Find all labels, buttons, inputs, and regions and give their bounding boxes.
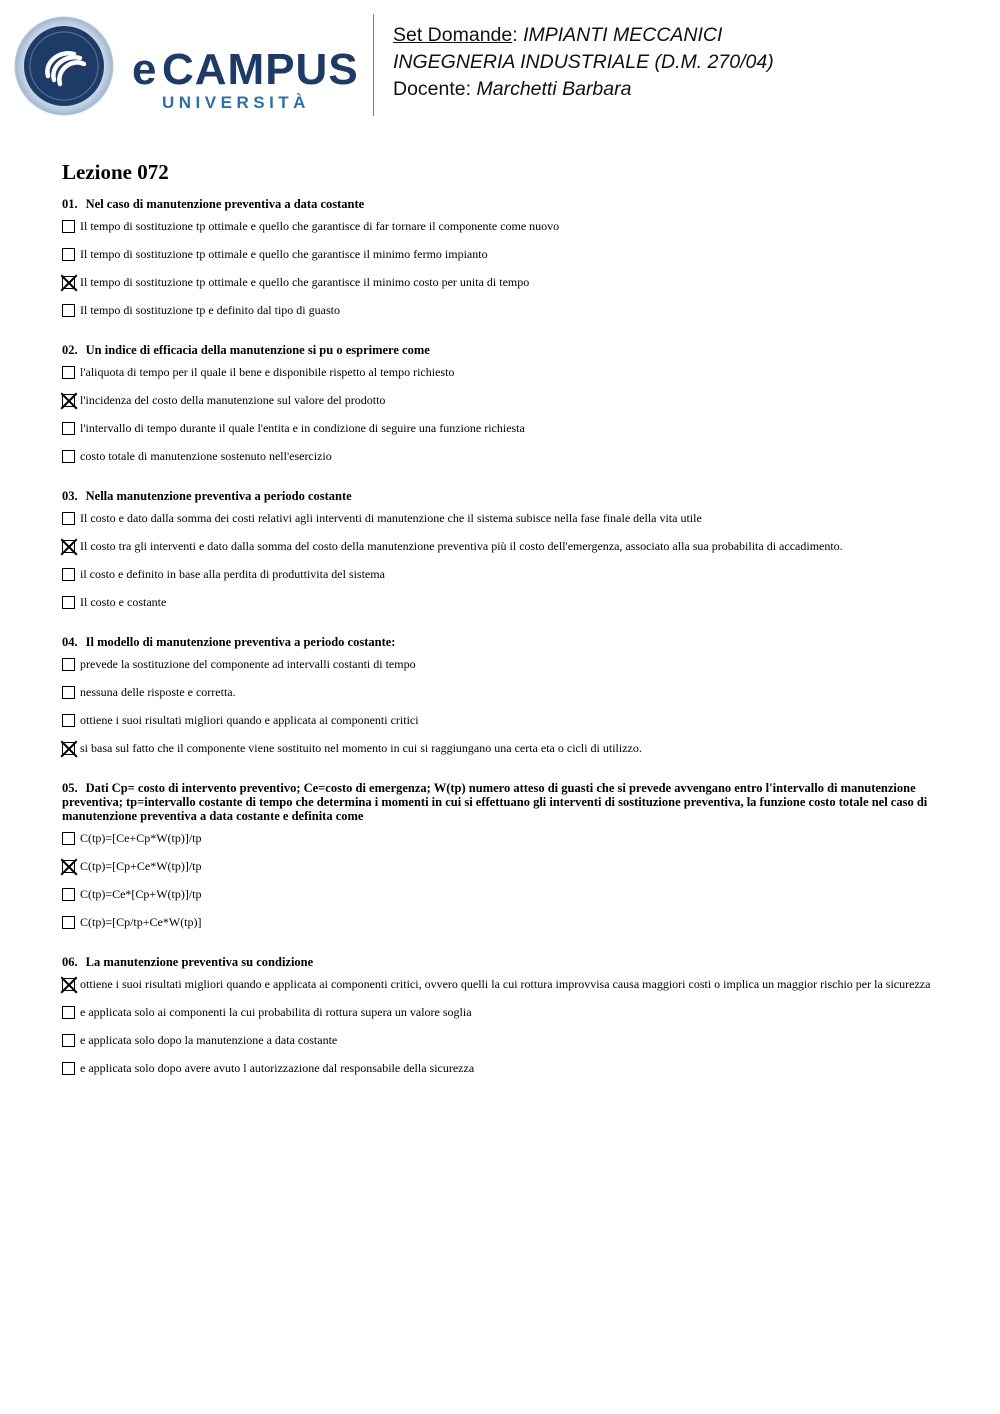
answer-option [62,915,942,935]
answer-option [62,741,942,761]
checkbox-icon[interactable] [62,220,75,233]
question-label: Nel caso di manutenzione preventiva a data costante [85,197,365,211]
answer-text: C(tp)=[Ce+Cp*W(tp)]/tp [80,831,202,845]
question-label: Il modello di manutenzione preventiva a periodo costante: [85,635,396,649]
course-info [393,22,774,103]
question-label: Un indice di efficacia della manutenzione si pu o esprimere come [85,343,430,357]
question-block [62,955,942,1081]
checkbox-icon[interactable] [62,1006,75,1019]
lesson-title: Lezione 072 [62,160,169,184]
checkbox-icon[interactable] [62,450,75,463]
answer-text: C(tp)=[Cp/tp+Ce*W(tp)] [80,915,202,929]
answer-text: e applicata solo dopo la manutenzione a data costante [80,1033,338,1047]
ecampus-logo [14,16,359,116]
answer-text: ottiene i suoi risultati migliori quando e applicata ai componenti critici [80,713,419,727]
question-block [62,343,942,469]
answer-text: C(tp)=[Cp+Ce*W(tp)]/tp [80,859,202,873]
answer-text: nessuna delle risposte e corretta. [80,685,236,699]
checkbox-icon[interactable] [62,568,75,581]
svg-text:e: e [132,45,158,94]
answer-text: Il tempo di sostituzione tp e definito dal tipo di guasto [80,303,340,317]
question-text [62,343,942,357]
checked-box-icon[interactable] [62,394,75,407]
checkbox-icon[interactable] [62,714,75,727]
answer-text: il costo e definito in base alla perdita di produttivita del sistema [80,567,385,581]
question-label: La manutenzione preventiva su condizione [85,955,314,969]
answer-option [62,1061,942,1081]
answer-option [62,449,942,469]
answer-option [62,887,942,907]
answer-text: C(tp)=Ce*[Cp+W(tp)]/tp [80,887,202,901]
checkbox-icon[interactable] [62,596,75,609]
answer-option [62,567,942,587]
checkbox-icon[interactable] [62,248,75,261]
answer-text: costo totale di manutenzione sostenuto nell'esercizio [80,449,332,463]
question-text [62,781,942,823]
answer-text: l'intervallo di tempo durante il quale l'entita e in condizione di seguire una funzione richiesta [80,421,525,435]
answer-option [62,685,942,705]
checkbox-icon[interactable] [62,366,75,379]
degree-name: INGEGNERIA INDUSTRIALE (D.M. 270/04) [393,51,774,73]
answer-option [62,859,942,879]
answer-option [62,657,942,677]
answer-text: l'aliquota di tempo per il quale il bene e disponibile rispetto al tempo richiesto [80,365,455,379]
answer-text: Il costo e dato dalla somma dei costi relativi agli interventi di manutenzione che il sistema subisce nella fase finale della vita utile [80,511,702,525]
answer-option [62,275,942,295]
checkbox-icon[interactable] [62,658,75,671]
answer-text: e applicata solo dopo avere avuto l autorizzazione dal responsabile della sicurezza [80,1061,475,1075]
answer-text: Il costo e costante [80,595,167,609]
question-text [62,489,942,503]
checked-box-icon[interactable] [62,978,75,991]
question-text [62,955,942,969]
checked-box-icon[interactable] [62,540,75,553]
checkbox-icon[interactable] [62,1062,75,1075]
teacher-line [393,76,774,103]
teacher-name: Marchetti Barbara [476,78,632,100]
question-block [62,197,942,323]
answer-text: Il costo tra gli interventi e dato dalla somma del costo della manutenzione preventiva più il costo dell'emergenza, associato alla sua probabilita di accadimento. [80,539,843,553]
answer-text: e applicata solo ai componenti la cui probabilita di rottura supera un valore soglia [80,1005,472,1019]
svg-text:CAMPUS: CAMPUS [162,45,359,94]
question-block [62,489,942,615]
checkbox-icon[interactable] [62,304,75,317]
answer-option [62,1005,942,1025]
checkbox-icon[interactable] [62,888,75,901]
checked-box-icon[interactable] [62,276,75,289]
course-name: IMPIANTI MECCANICI [523,24,723,46]
answer-text: Il tempo di sostituzione tp ottimale e quello che garantisce il minimo costo per unita di tempo [80,275,530,289]
answer-option [62,595,942,615]
question-number: 02. [62,343,78,357]
question-label: Nella manutenzione preventiva a periodo costante [85,489,352,503]
question-number: 06. [62,955,78,969]
checked-box-icon[interactable] [62,860,75,873]
degree-line [393,49,774,76]
question-list [62,197,942,1081]
header-divider [373,14,374,116]
answer-option [62,219,942,239]
checked-box-icon[interactable] [62,742,75,755]
answer-text: prevede la sostituzione del componente ad intervalli costanti di tempo [80,657,416,671]
answer-option [62,511,942,531]
checkbox-icon[interactable] [62,916,75,929]
question-label: Dati Cp= costo di intervento preventivo; Ce=costo di emergenza; W(tp) numero atteso di guasti che si prevede avvengano entro l'intervallo di manutenzione preventiva; tp=intervallo costante di tempo che determina i momenti in cui si effettuano gli interventi di sostituzione preventiva, la funzione costo totale nel caso di manutenzione preventiva a data costante e definita come [62,781,928,823]
answer-text: ottiene i suoi risultati migliori quando e applicata ai componenti critici, ovvero quelli la cui rottura improvvisa causa maggiori costi o implica un maggior rischio per la sicurezza [80,977,931,991]
question-set [62,160,942,1101]
question-number: 01. [62,197,78,211]
answer-text: si basa sul fatto che il componente viene sostituito nel momento in cui si raggiungano una certa eta o cicli di utilizzo. [80,741,642,755]
checkbox-icon[interactable] [62,832,75,845]
answer-option [62,247,942,267]
answer-option [62,421,942,441]
answer-option [62,713,942,733]
question-block [62,635,942,761]
answer-option [62,365,942,385]
checkbox-icon[interactable] [62,1034,75,1047]
checkbox-icon[interactable] [62,422,75,435]
answer-text: Il tempo di sostituzione tp ottimale e quello che garantisce il minimo fermo impianto [80,247,488,261]
answer-option [62,1033,942,1053]
question-number: 05. [62,781,78,795]
answer-option [62,539,942,559]
answer-option [62,303,942,323]
answer-text: Il tempo di sostituzione tp ottimale e quello che garantisce di far tornare il componente come nuovo [80,219,560,233]
question-block [62,781,942,935]
question-number: 03. [62,489,78,503]
question-number: 04. [62,635,78,649]
set-label: Set Domande [393,24,513,46]
answer-option [62,393,942,413]
checkbox-icon[interactable] [62,686,75,699]
checkbox-icon[interactable] [62,512,75,525]
page-header [0,0,1000,130]
answer-option [62,831,942,851]
svg-text:UNIVERSITÀ: UNIVERSITÀ [162,93,310,112]
answer-option [62,977,942,997]
question-text [62,197,942,211]
answer-text: l'incidenza del costo della manutenzione sul valore del prodotto [80,393,386,407]
course-line: Set Domande: IMPIANTI MECCANICI [393,24,723,46]
question-text [62,635,942,649]
teacher-label: Docente: [393,78,472,100]
